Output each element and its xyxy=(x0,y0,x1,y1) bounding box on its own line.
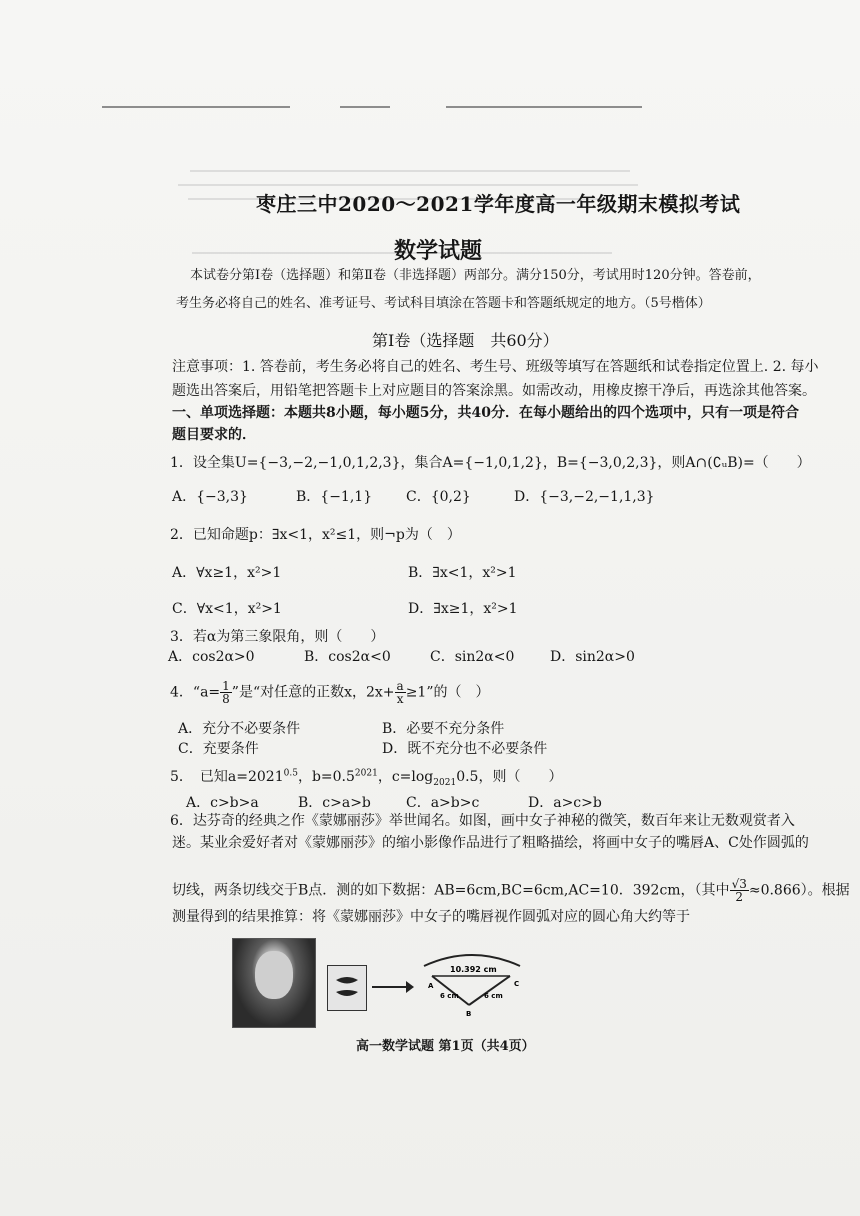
q1-option-d: D．{−3,−2,−1,1,3} xyxy=(514,489,655,505)
q4-option-c: C．充要条件 xyxy=(178,741,259,757)
q4-option-d: D．既不充分也不必要条件 xyxy=(382,741,548,757)
svg-text:C: C xyxy=(514,980,520,988)
q4-option-b: B．必要不充分条件 xyxy=(382,721,505,737)
q3-option-b: B．cos2α<0 xyxy=(304,649,391,665)
intro-line-2: 考生务必将自己的姓名、准考证号、考试科目填涂在答题卡和答题纸规定的地方。（5号楷体） xyxy=(176,296,711,311)
q1-option-a: A．{−3,3} xyxy=(172,489,248,505)
q6-line-1: 6．达芬奇的经典之作《蒙娜丽莎》举世闻名。如图，画中女子神秘的微笑，数百年来让无数观赏者入 xyxy=(170,813,795,829)
q3-option-d: D．sin2α>0 xyxy=(550,649,635,665)
q4-stem xyxy=(170,680,490,705)
intro-line-1: 本试卷分第Ⅰ卷（选择题）和第Ⅱ卷（非选择题）两部分。满分150分，考试用时120分钟。答卷前， xyxy=(190,268,761,283)
mona-lisa-image xyxy=(232,938,316,1028)
svg-text:6 cm: 6 cm xyxy=(484,992,503,1000)
svg-text:B: B xyxy=(466,1010,472,1018)
arc-diagram xyxy=(422,948,522,1030)
q4-middle: ”是“对任意的正数x，2x+ xyxy=(231,684,395,701)
q5-option-a: A．c>b>a xyxy=(186,795,259,811)
q1-option-b: B．{−1,1} xyxy=(296,489,373,505)
svg-text:6 cm: 6 cm xyxy=(440,992,459,1000)
q6-line-3: 切线，两条切线交于B点．测的如下数据：AB=6cm,BC=6cm,AC=10．392cm，（其中 $\frac{√3}{2}$ ≈0.866）。根据 xyxy=(172,877,850,904)
q2-option-c: C．∀x<1，x²>1 xyxy=(172,601,282,617)
q5-stem: 5． 已知$a=2021^{0.5}$，$b=0.5^{2021}$，$c=\log_{2021}0.5$，则（ ） xyxy=(170,768,563,788)
top-divider-left xyxy=(102,106,290,108)
q4-fraction-a-x: $\frac{a}{x}$ xyxy=(396,679,404,706)
notice-line-2: 题选出答案后，用铅笔把答题卡上对应题目的答案涂黑。如需改动，用橡皮擦干净后，再选涂其他答案。 xyxy=(172,383,816,399)
svg-text:10.392 cm: 10.392 cm xyxy=(450,965,497,974)
q2-option-a: A．∀x≥1，x²>1 xyxy=(172,565,282,581)
svg-text:A: A xyxy=(428,982,434,990)
q6-fraction: $\frac{√3}{2}$ xyxy=(731,877,747,904)
q2-option-b: B．∃x<1，x²>1 xyxy=(408,565,517,581)
q3-option-c: C．sin2α<0 xyxy=(430,649,515,665)
q4-prefix: 4．“a= xyxy=(170,684,221,701)
exam-title: 枣庄三中2020～2021学年度高一年级期末模拟考试 xyxy=(256,192,741,216)
show-through-line xyxy=(178,184,638,186)
part1-line-1: 一、单项选择题：本题共8小题，每小题5分，共40分．在每小题给出的四个选项中，只有一项是符合 xyxy=(172,405,799,421)
q2-option-d: D．∃x≥1，x²>1 xyxy=(408,601,518,617)
show-through-line xyxy=(190,170,630,172)
q3-option-a: A．cos2α>0 xyxy=(168,649,255,665)
top-divider-right xyxy=(446,106,642,108)
page-footer: 高一数学试题 第1页（共4页） xyxy=(356,1039,535,1054)
q4-suffix: ≥1”的（ ） xyxy=(405,684,490,701)
exam-subject: 数学试题 xyxy=(394,238,483,264)
q1-option-c: C．{0,2} xyxy=(406,489,471,505)
q4-fraction-1-8: $\frac{1}{8}$ xyxy=(222,679,230,706)
mona-lisa-figure xyxy=(232,938,520,1030)
top-divider-middle xyxy=(340,106,390,108)
lips-closeup-image xyxy=(327,965,367,1011)
q5-option-d: D．a>c>b xyxy=(528,795,602,811)
q5-option-c: C．a>b>c xyxy=(406,795,480,811)
q3-stem: 3．若α为第三象限角，则（ ） xyxy=(170,629,385,645)
q4-option-a: A．充分不必要条件 xyxy=(178,721,301,737)
q5-option-b: B．c>a>b xyxy=(298,795,371,811)
q1-stem: 1．设全集U={−3,−2,−1,0,1,2,3}，集合A={−1,0,1,2}，B={−3,0,2,3}，则A∩(∁ᵤB)=（ ） xyxy=(170,455,811,471)
notice-line-1: 注意事项：1. 答卷前，考生务必将自己的姓名、考生号、班级等填写在答题纸和试卷指定位置上. 2. 每小 xyxy=(172,359,819,375)
q6-line-2: 迷。某业余爱好者对《蒙娜丽莎》的缩小影像作品进行了粗略描绘，将画中女子的嘴唇A、C处作圆弧的 xyxy=(172,835,809,851)
q2-stem: 2．已知命题p：∃x<1，x²≤1，则¬p为（ ） xyxy=(170,527,461,543)
q6-line-4: 测量得到的结果推算：将《蒙娜丽莎》中女子的嘴唇视作圆弧对应的圆心角大约等于 xyxy=(172,909,690,925)
part1-line-2: 题目要求的． xyxy=(172,427,256,443)
arrow-icon xyxy=(372,986,410,988)
section-title: 第Ⅰ卷（选择题 共60分） xyxy=(372,331,559,350)
